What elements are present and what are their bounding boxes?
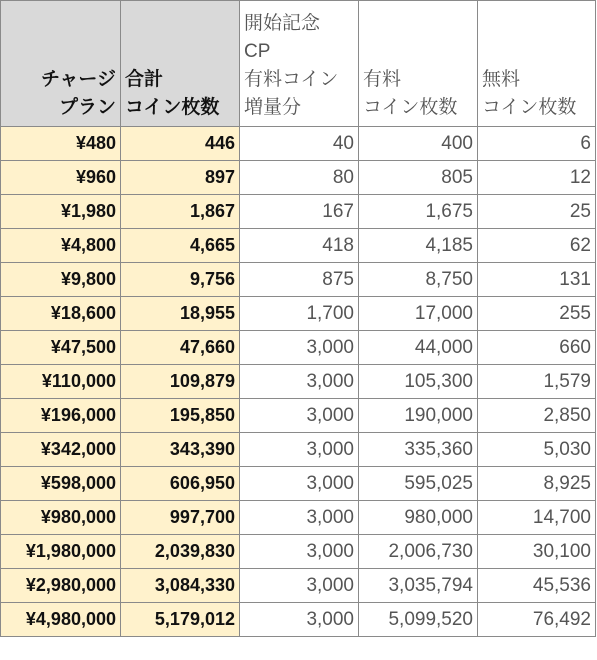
free-coins-cell: 30,100 bbox=[478, 535, 596, 569]
paid-coins-cell: 595,025 bbox=[359, 467, 478, 501]
free-coins-cell: 660 bbox=[478, 331, 596, 365]
free-coins-cell: 62 bbox=[478, 229, 596, 263]
paid-coins-cell: 805 bbox=[359, 161, 478, 195]
total-coins-cell: 897 bbox=[121, 161, 240, 195]
paid-coins-cell: 17,000 bbox=[359, 297, 478, 331]
free-coins-cell: 76,492 bbox=[478, 603, 596, 637]
table-row bbox=[1, 535, 596, 569]
charge-plan-cell: ¥1,980 bbox=[1, 195, 121, 229]
bonus-coins-cell: 1,700 bbox=[240, 297, 359, 331]
bonus-coins-cell: 3,000 bbox=[240, 331, 359, 365]
table-body bbox=[1, 127, 596, 637]
total-coins-cell: 4,665 bbox=[121, 229, 240, 263]
bonus-coins-cell: 3,000 bbox=[240, 603, 359, 637]
table-row bbox=[1, 467, 596, 501]
total-coins-cell: 109,879 bbox=[121, 365, 240, 399]
bonus-coins-cell: 3,000 bbox=[240, 569, 359, 603]
bonus-coins-cell: 3,000 bbox=[240, 365, 359, 399]
header-charge-plan: チャージ プラン bbox=[1, 1, 121, 127]
total-coins-cell: 195,850 bbox=[121, 399, 240, 433]
free-coins-cell: 2,850 bbox=[478, 399, 596, 433]
charge-plan-cell: ¥1,980,000 bbox=[1, 535, 121, 569]
free-coins-cell: 5,030 bbox=[478, 433, 596, 467]
bonus-coins-cell: 3,000 bbox=[240, 399, 359, 433]
charge-plan-cell: ¥980,000 bbox=[1, 501, 121, 535]
free-coins-cell: 14,700 bbox=[478, 501, 596, 535]
bonus-coins-cell: 3,000 bbox=[240, 535, 359, 569]
paid-coins-cell: 3,035,794 bbox=[359, 569, 478, 603]
charge-plan-cell: ¥342,000 bbox=[1, 433, 121, 467]
table-row bbox=[1, 501, 596, 535]
bonus-coins-cell: 418 bbox=[240, 229, 359, 263]
paid-coins-cell: 44,000 bbox=[359, 331, 478, 365]
paid-coins-cell: 8,750 bbox=[359, 263, 478, 297]
charge-plan-cell: ¥4,800 bbox=[1, 229, 121, 263]
total-coins-cell: 2,039,830 bbox=[121, 535, 240, 569]
paid-coins-cell: 400 bbox=[359, 127, 478, 161]
paid-coins-cell: 105,300 bbox=[359, 365, 478, 399]
table-row bbox=[1, 399, 596, 433]
table-row bbox=[1, 331, 596, 365]
total-coins-cell: 47,660 bbox=[121, 331, 240, 365]
free-coins-cell: 255 bbox=[478, 297, 596, 331]
charge-plan-cell: ¥18,600 bbox=[1, 297, 121, 331]
charge-plan-cell: ¥2,980,000 bbox=[1, 569, 121, 603]
charge-plan-cell: ¥9,800 bbox=[1, 263, 121, 297]
bonus-coins-cell: 167 bbox=[240, 195, 359, 229]
table-row bbox=[1, 569, 596, 603]
total-coins-cell: 343,390 bbox=[121, 433, 240, 467]
free-coins-cell: 1,579 bbox=[478, 365, 596, 399]
table-row bbox=[1, 229, 596, 263]
free-coins-cell: 6 bbox=[478, 127, 596, 161]
table-row bbox=[1, 195, 596, 229]
paid-coins-cell: 2,006,730 bbox=[359, 535, 478, 569]
charge-plan-cell: ¥960 bbox=[1, 161, 121, 195]
table-row bbox=[1, 433, 596, 467]
header-paid-coins: 有料 コイン枚数 bbox=[359, 1, 478, 127]
header-free-coins: 無料 コイン枚数 bbox=[478, 1, 596, 127]
free-coins-cell: 25 bbox=[478, 195, 596, 229]
total-coins-cell: 5,179,012 bbox=[121, 603, 240, 637]
charge-plan-cell: ¥196,000 bbox=[1, 399, 121, 433]
bonus-coins-cell: 40 bbox=[240, 127, 359, 161]
table-row bbox=[1, 263, 596, 297]
table-row bbox=[1, 161, 596, 195]
paid-coins-cell: 1,675 bbox=[359, 195, 478, 229]
total-coins-cell: 9,756 bbox=[121, 263, 240, 297]
total-coins-cell: 18,955 bbox=[121, 297, 240, 331]
paid-coins-cell: 335,360 bbox=[359, 433, 478, 467]
table-row bbox=[1, 365, 596, 399]
free-coins-cell: 45,536 bbox=[478, 569, 596, 603]
bonus-coins-cell: 3,000 bbox=[240, 433, 359, 467]
charge-plan-cell: ¥47,500 bbox=[1, 331, 121, 365]
header-total-coins: 合計 コイン枚数 bbox=[121, 1, 240, 127]
paid-coins-cell: 980,000 bbox=[359, 501, 478, 535]
total-coins-cell: 1,867 bbox=[121, 195, 240, 229]
paid-coins-cell: 4,185 bbox=[359, 229, 478, 263]
total-coins-cell: 3,084,330 bbox=[121, 569, 240, 603]
bonus-coins-cell: 3,000 bbox=[240, 501, 359, 535]
table-row bbox=[1, 127, 596, 161]
table-row bbox=[1, 603, 596, 637]
charge-plan-cell: ¥4,980,000 bbox=[1, 603, 121, 637]
total-coins-cell: 446 bbox=[121, 127, 240, 161]
charge-plan-cell: ¥598,000 bbox=[1, 467, 121, 501]
bonus-coins-cell: 875 bbox=[240, 263, 359, 297]
free-coins-cell: 8,925 bbox=[478, 467, 596, 501]
header-row bbox=[1, 1, 596, 127]
table-header bbox=[1, 1, 596, 127]
free-coins-cell: 131 bbox=[478, 263, 596, 297]
paid-coins-cell: 190,000 bbox=[359, 399, 478, 433]
header-launch-campaign-bonus: 開始記念 CP 有料コイン 増量分 bbox=[240, 1, 359, 127]
total-coins-cell: 997,700 bbox=[121, 501, 240, 535]
paid-coins-cell: 5,099,520 bbox=[359, 603, 478, 637]
table-row bbox=[1, 297, 596, 331]
total-coins-cell: 606,950 bbox=[121, 467, 240, 501]
free-coins-cell: 12 bbox=[478, 161, 596, 195]
bonus-coins-cell: 3,000 bbox=[240, 467, 359, 501]
bonus-coins-cell: 80 bbox=[240, 161, 359, 195]
charge-plan-cell: ¥480 bbox=[1, 127, 121, 161]
charge-plan-cell: ¥110,000 bbox=[1, 365, 121, 399]
